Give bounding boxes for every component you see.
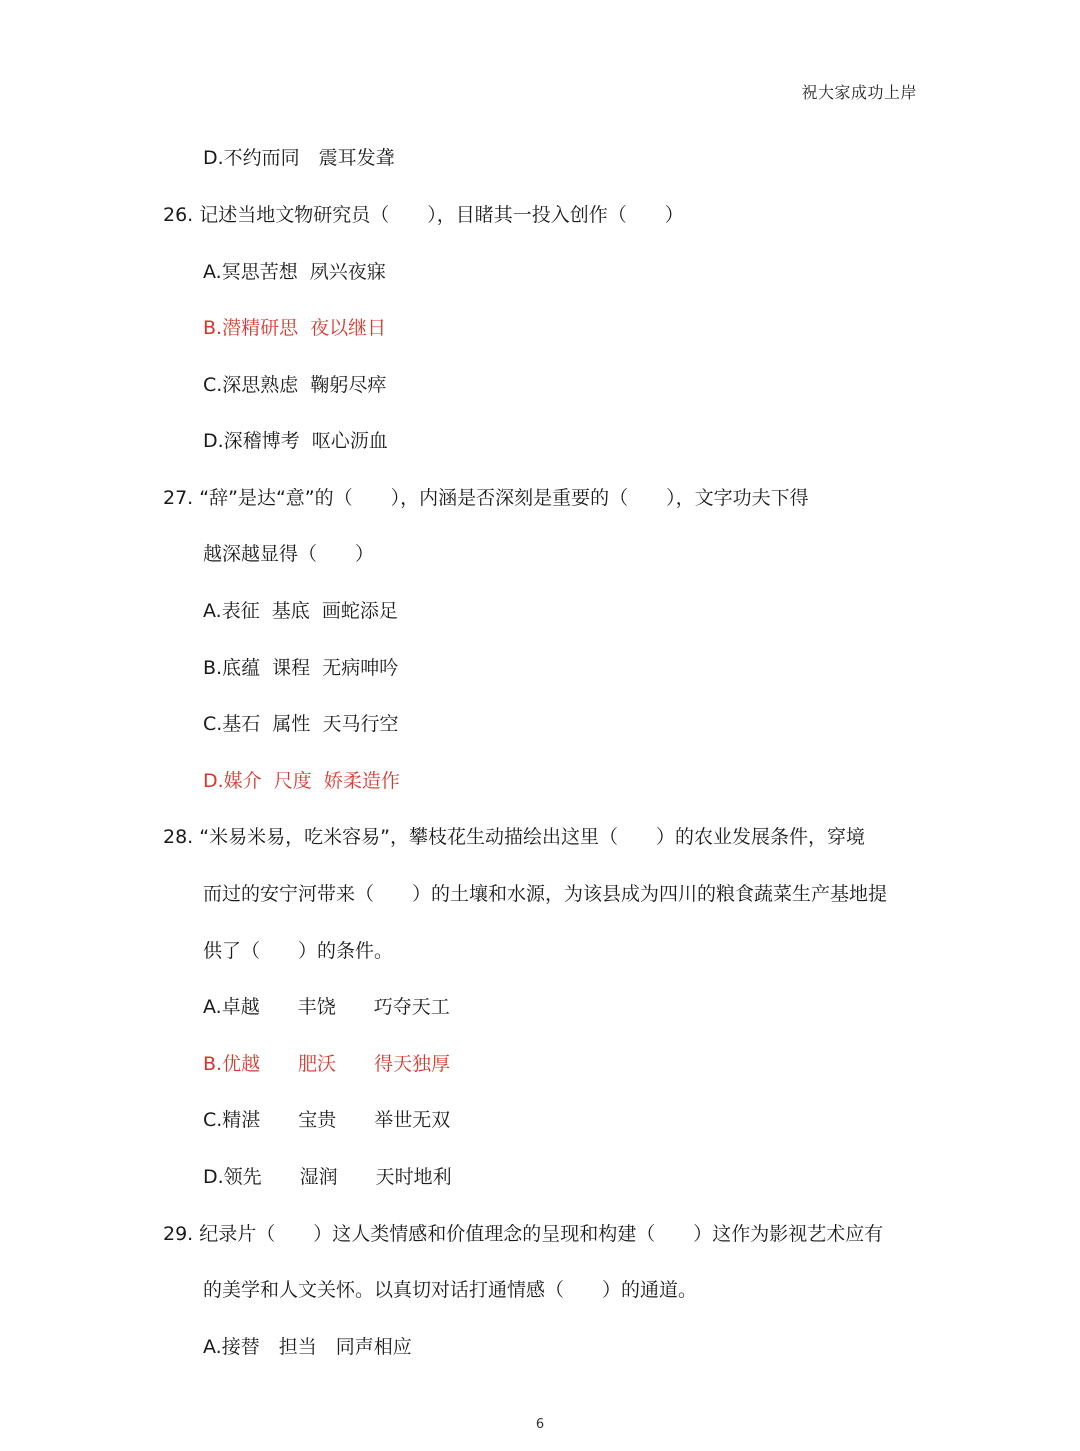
option-q29-a: A.接替 担当 同声相应 — [203, 1336, 412, 1358]
option-q26-a: A.冥思苦想 夙兴夜寐 — [203, 261, 386, 283]
option-q27-c: C.基石 属性 天马行空 — [203, 713, 399, 735]
question-28-continued-1: 而过的安宁河带来（ ）的土壤和水源，为该县成为四川的粮食蔬菜生产基地提 — [203, 883, 888, 905]
option-q26-c: C.深思熟虑 鞠躬尽瘁 — [203, 374, 387, 396]
question-26: 26. 记述当地文物研究员（ ），目睹其一投入创作（ ） — [163, 204, 684, 226]
option-q27-d-answer: D.媒介 尺度 娇柔造作 — [203, 770, 400, 792]
option-q26-b-answer: B.潜精研思 夜以继日 — [203, 317, 387, 339]
page-number: 6 — [535, 1417, 545, 1432]
question-29-continued: 的美学和人文关怀。以真切对话打通情感（ ）的通道。 — [203, 1279, 698, 1301]
question-27-continued: 越深越显得（ ） — [203, 543, 375, 565]
question-28-continued-2: 供了（ ）的条件。 — [203, 940, 394, 962]
option-q27-a: A.表征 基底 画蛇添足 — [203, 600, 398, 622]
option-q26-d: D.深稽博考 呕心沥血 — [203, 430, 388, 452]
question-27: 27. “辞”是达“意”的（ ），内涵是否深刻是重要的（ ），文字功夫下得 — [163, 487, 809, 509]
option-q28-c: C.精湛 宝贵 举世无双 — [203, 1109, 451, 1131]
question-28: 28. “米易米易，吃米容易”，攀枝花生动描绘出这里（ ）的农业发展条件，穿境 — [163, 826, 865, 848]
option-q28-a: A.卓越 丰饶 巧夺天工 — [203, 996, 450, 1018]
question-29: 29. 纪录片（ ）这人类情感和价值理念的呈现和构建（ ）这作为影视艺术应有 — [163, 1223, 884, 1245]
option-q27-b: B.底蕴 课程 无病呻吟 — [203, 657, 399, 679]
option-q25-d: D.不约而同 震耳发聋 — [203, 147, 395, 169]
page-header: 祝大家成功上岸 — [801, 83, 917, 102]
option-q28-b-answer: B.优越 肥沃 得天独厚 — [203, 1053, 451, 1075]
option-q28-d: D.领先 湿润 天时地利 — [203, 1166, 452, 1188]
